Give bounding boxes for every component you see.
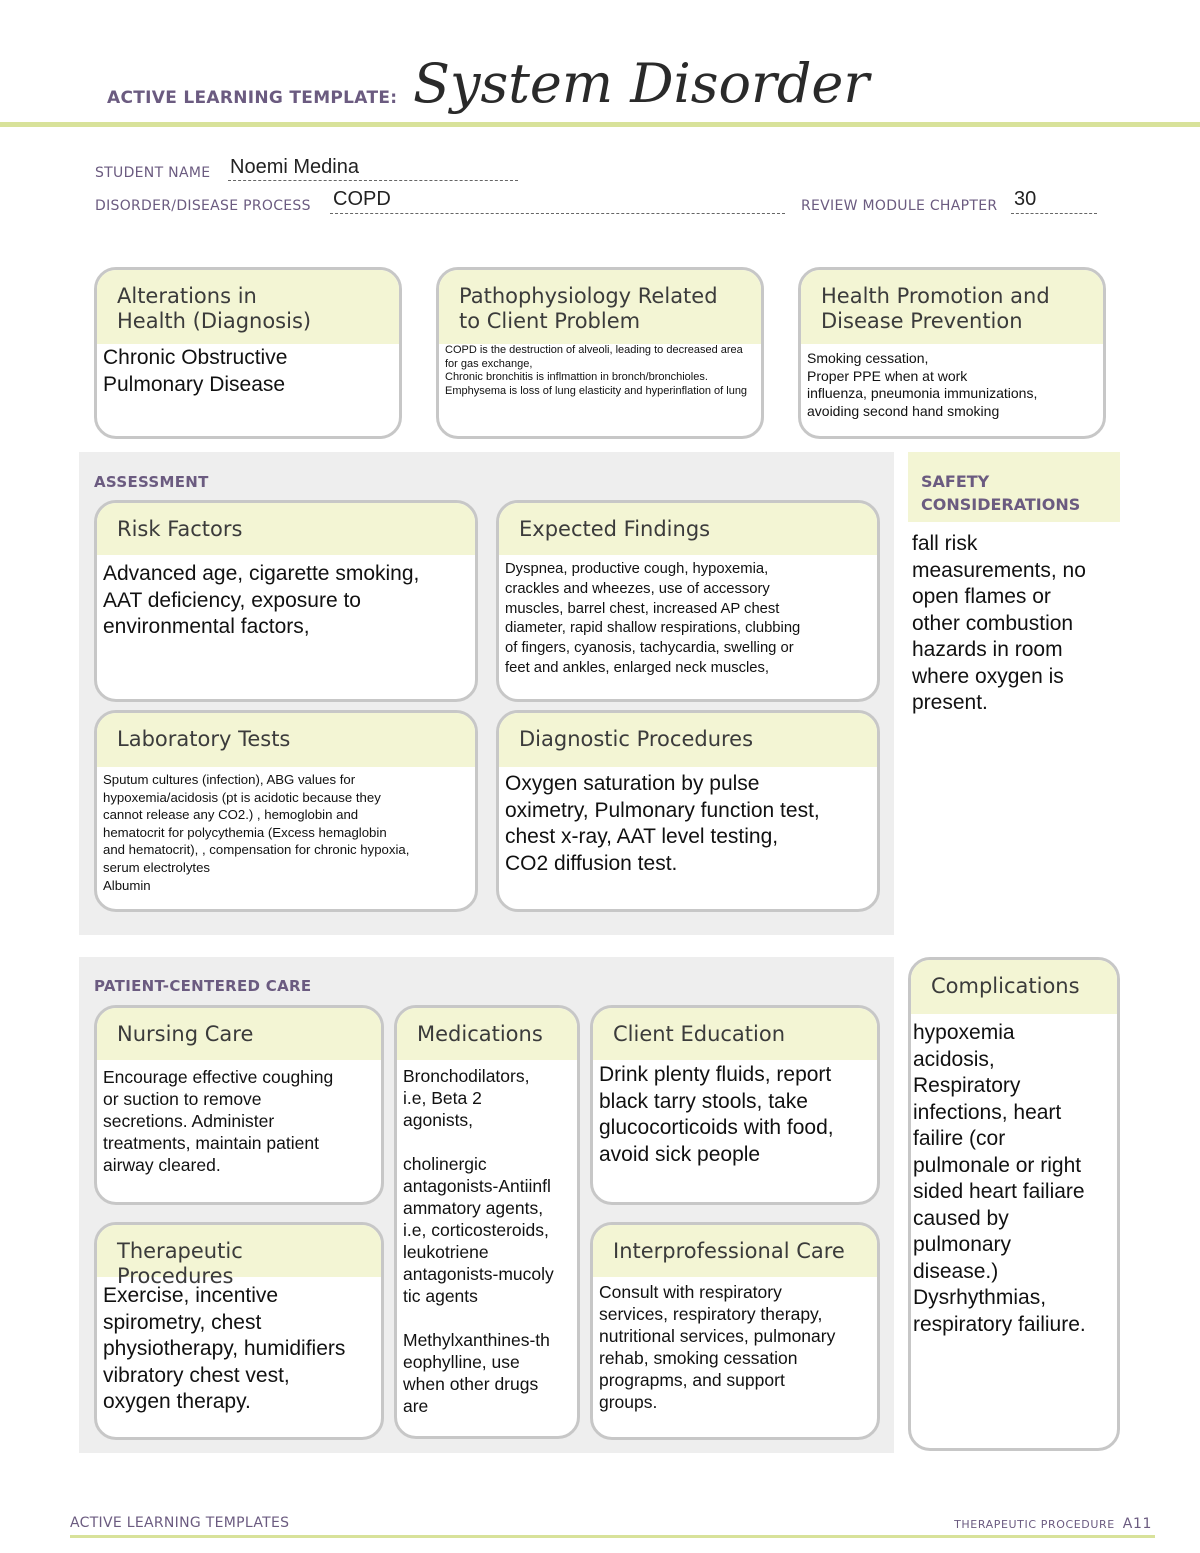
expected-findings-box xyxy=(496,500,880,702)
page-number: A11 xyxy=(1122,1516,1152,1532)
template-label: ACTIVE LEARNING TEMPLATE: xyxy=(107,88,398,108)
footer-right xyxy=(954,1516,1152,1532)
therapeutic-procedures-text[interactable]: Exercise, incentive spirometry, chest physiotherapy, humidifiers vibratory chest vest, oxygen therapy. xyxy=(103,1284,346,1413)
client-education-box xyxy=(590,1005,880,1205)
student-name-label: STUDENT NAME xyxy=(95,165,211,181)
footer-divider xyxy=(70,1535,1155,1538)
diagnostic-procedures-title: Diagnostic Procedures xyxy=(499,713,877,767)
laboratory-tests-title: Laboratory Tests xyxy=(97,713,475,767)
header-divider xyxy=(0,122,1200,127)
interprofessional-care-text[interactable]: Consult with respiratory services, respiratory therapy, nutritional services, pulmonary rehab, smoking cessation prograpms, and support groups. xyxy=(599,1282,836,1412)
pathophysiology-text[interactable]: COPD is the destruction of alveoli, leading to decreased area for gas exchange, Chronic bronchitis is inflmattion in bronch/bronchioles. Emphysema is loss of lung elasticity and hyperinflation of lung xyxy=(445,344,748,397)
nursing-care-box xyxy=(94,1005,384,1205)
pathophysiology-title: Pathophysiology Related to Client Problem xyxy=(439,270,761,344)
complications-box xyxy=(908,957,1120,1451)
assessment-title: ASSESSMENT xyxy=(94,473,209,491)
template-title: System Disorder xyxy=(413,52,870,115)
disorder-line xyxy=(330,213,785,214)
chapter-line xyxy=(1011,213,1097,214)
client-education-title: Client Education xyxy=(593,1008,877,1060)
diagnostic-procedures-text[interactable]: Oxygen saturation by pulse oximetry, Pulmonary function test, chest x-ray, AAT level testing, CO2 diffusion test. xyxy=(505,772,820,875)
nursing-care-title: Nursing Care xyxy=(97,1008,381,1060)
footer-left: ACTIVE LEARNING TEMPLATES xyxy=(70,1515,290,1531)
complications-title: Complications xyxy=(911,960,1117,1014)
risk-factors-title: Risk Factors xyxy=(97,503,475,555)
medications-title: Medications xyxy=(397,1008,577,1060)
chapter-value[interactable]: 30 xyxy=(1014,188,1037,210)
risk-factors-text[interactable]: Advanced age, cigarette smoking, AAT deficiency, exposure to environmental factors, xyxy=(103,562,420,638)
risk-factors-box xyxy=(94,500,478,702)
laboratory-tests-box xyxy=(94,710,478,912)
interprofessional-care-title: Interprofessional Care xyxy=(593,1225,877,1277)
alterations-box xyxy=(94,267,402,439)
interprofessional-care-box xyxy=(590,1222,880,1440)
alterations-text[interactable]: Chronic Obstructive Pulmonary Disease xyxy=(103,346,288,396)
laboratory-tests-text[interactable]: Sputum cultures (infection), ABG values for hypoxemia/acidosis (pt is acidotic because they cannot release any CO2.) , hemoglobin and hematocrit for polycythemia (Excess hemaglobin and hematocrit), , compensation for chronic hypoxia, serum electrolytes Albumin xyxy=(103,772,410,893)
client-education-text[interactable]: Drink plenty fluids, report black tarry stools, take glucocorticoids with food, avoid sick people xyxy=(599,1063,834,1166)
expected-findings-title: Expected Findings xyxy=(499,503,877,555)
health-promotion-text[interactable]: Smoking cessation, Proper PPE when at work influenza, pneumonia immunizations, avoiding second hand smoking xyxy=(807,350,1038,419)
patient-care-title: PATIENT-CENTERED CARE xyxy=(94,977,312,995)
health-promotion-box xyxy=(798,267,1106,439)
footer-section: THERAPEUTIC PROCEDURE xyxy=(954,1518,1115,1531)
health-promotion-title: Health Promotion and Disease Prevention xyxy=(801,270,1103,344)
therapeutic-procedures-box xyxy=(94,1222,384,1440)
safety-text[interactable]: fall risk measurements, no open flames or other combustion hazards in room where oxygen is present. xyxy=(912,532,1086,714)
student-name-line xyxy=(228,180,518,181)
medications-text[interactable]: Bronchodilators, i.e, Beta 2 agonists, cholinergic antagonists-Antiinfl ammatory agents, i.e, corticosteroids, leukotriene antagonists-mucoly tic agents Methylxanthines-th eophylline, use when other drugs are xyxy=(403,1066,554,1416)
disorder-value[interactable]: COPD xyxy=(333,188,391,210)
student-name-value[interactable]: Noemi Medina xyxy=(230,156,359,178)
alterations-title: Alterations in Health (Diagnosis) xyxy=(97,270,399,344)
safety-title: SAFETY CONSIDERATIONS xyxy=(921,472,1081,514)
complications-text[interactable]: hypoxemia acidosis, Respiratory infections, heart failire (cor pulmonale or right sided heart failiare caused by pulmonary disease.) Dysrhythmias, respiratory failiure. xyxy=(913,1021,1086,1336)
diagnostic-procedures-box xyxy=(496,710,880,912)
chapter-label: REVIEW MODULE CHAPTER xyxy=(801,198,998,214)
nursing-care-text[interactable]: Encourage effective coughing or suction to remove secretions. Administer treatments, maintain patient airway cleared. xyxy=(103,1067,334,1175)
medications-box xyxy=(394,1005,580,1439)
therapeutic-procedures-title: Therapeutic Procedures xyxy=(97,1225,381,1277)
expected-findings-text[interactable]: Dyspnea, productive cough, hypoxemia, crackles and wheezes, use of accessory muscles, barrel chest, increased AP chest diameter, rapid shallow respirations, clubbing of fingers, cyanosis, tachycardia, swelling or feet and ankles, enlarged neck muscles, xyxy=(505,561,801,676)
disorder-label: DISORDER/DISEASE PROCESS xyxy=(95,198,311,214)
pathophysiology-box xyxy=(436,267,764,439)
